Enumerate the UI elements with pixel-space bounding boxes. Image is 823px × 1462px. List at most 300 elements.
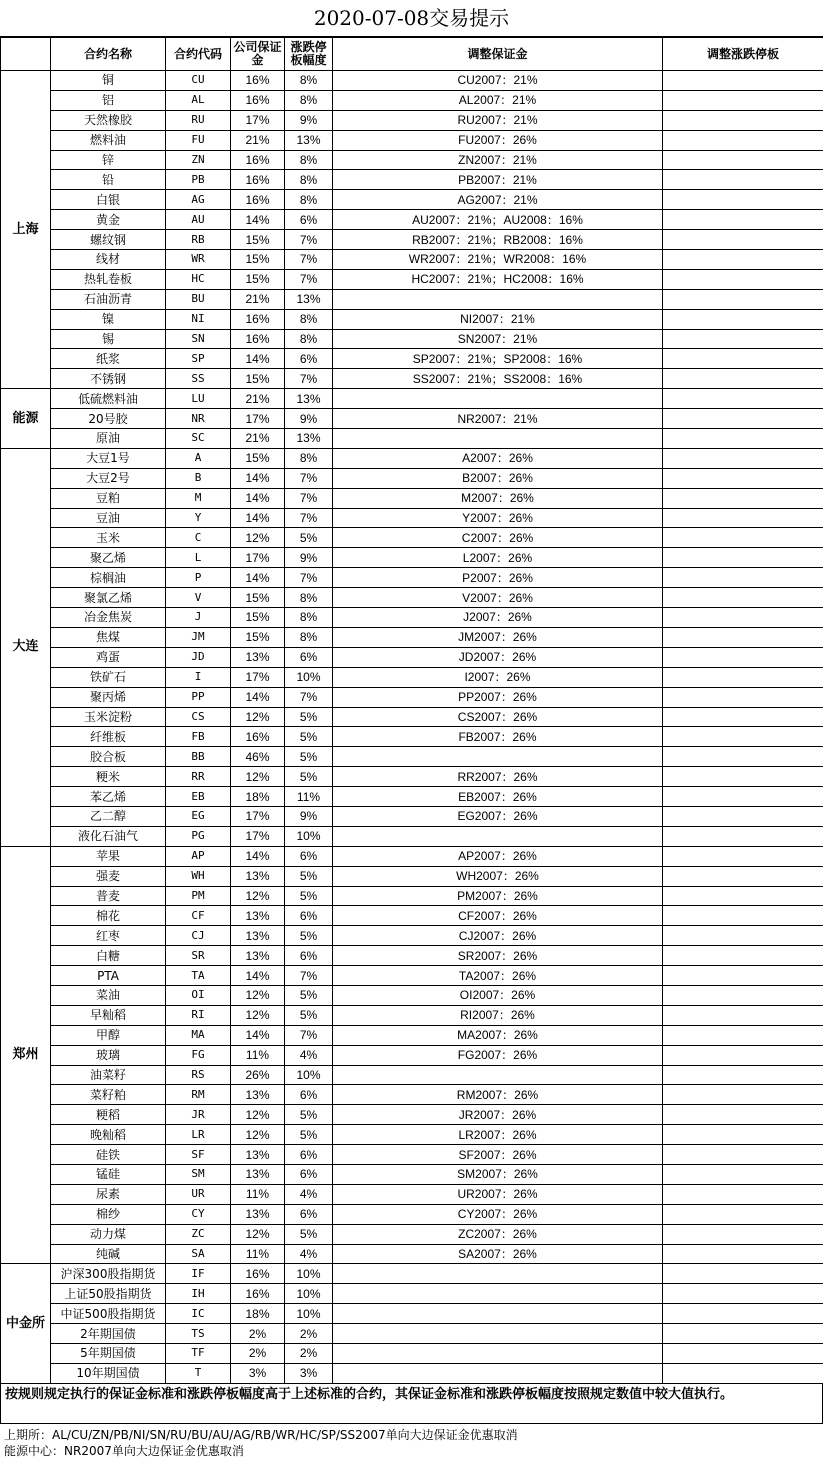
adjusted-limit-cell <box>663 1363 823 1383</box>
contract-name-cell: 2年期国债 <box>51 1324 166 1344</box>
price-limit-cell: 13% <box>285 130 333 150</box>
contract-code-cell: BU <box>166 289 231 309</box>
contract-name-cell: 铜 <box>51 71 166 91</box>
adjusted-margin-cell: HC2007：21%；HC2008：16% <box>333 269 663 289</box>
contract-code-cell: AG <box>166 190 231 210</box>
company-margin-cell: 11% <box>231 1045 285 1065</box>
adjusted-limit-cell <box>663 588 823 608</box>
company-margin-cell: 17% <box>231 806 285 826</box>
price-limit-cell: 10% <box>285 1065 333 1085</box>
company-margin-cell: 14% <box>231 1025 285 1045</box>
adjusted-margin-cell: I2007：26% <box>333 667 663 687</box>
contract-code-cell: SA <box>166 1244 231 1264</box>
contract-code-cell: WR <box>166 250 231 270</box>
contract-code-cell: ZN <box>166 150 231 170</box>
contract-code-cell: J <box>166 608 231 628</box>
price-limit-cell: 6% <box>285 210 333 230</box>
company-margin-cell: 12% <box>231 1224 285 1244</box>
company-margin-cell: 11% <box>231 1244 285 1264</box>
adjusted-limit-cell <box>663 488 823 508</box>
company-margin-cell: 17% <box>231 667 285 687</box>
table-row <box>1 1164 823 1184</box>
contract-name-cell: 低硫燃料油 <box>51 389 166 409</box>
table-row <box>1 389 823 409</box>
adjusted-limit-cell <box>663 647 823 667</box>
contract-code-cell: RR <box>166 767 231 787</box>
company-margin-cell: 16% <box>231 309 285 329</box>
price-limit-cell: 7% <box>285 468 333 488</box>
table-row <box>1 1085 823 1105</box>
exchange-name: 郑州 <box>1 846 51 1264</box>
contract-name-cell: 粳米 <box>51 767 166 787</box>
adjusted-margin-cell: P2007：26% <box>333 568 663 588</box>
adjusted-limit-cell <box>663 528 823 548</box>
contract-name-cell: 棉花 <box>51 906 166 926</box>
adjusted-limit-cell <box>663 727 823 747</box>
adjusted-limit-cell <box>663 846 823 866</box>
contract-name-cell: 菜籽粕 <box>51 1085 166 1105</box>
contract-code-cell: FU <box>166 130 231 150</box>
price-limit-cell: 7% <box>285 1025 333 1045</box>
adjusted-limit-cell <box>663 1125 823 1145</box>
adjusted-margin-cell <box>333 1304 663 1324</box>
company-margin-cell: 14% <box>231 568 285 588</box>
company-margin-cell: 14% <box>231 468 285 488</box>
contract-code-cell: V <box>166 588 231 608</box>
table-row <box>1 1105 823 1125</box>
table-row <box>1 349 823 369</box>
adjusted-limit-cell <box>663 110 823 130</box>
adjusted-limit-cell <box>663 349 823 369</box>
contract-code-cell: HC <box>166 269 231 289</box>
adjusted-margin-cell: JD2007：26% <box>333 647 663 667</box>
company-margin-cell: 13% <box>231 1145 285 1165</box>
table-row <box>1 230 823 250</box>
contract-code-cell: FG <box>166 1045 231 1065</box>
table-row <box>1 528 823 548</box>
contract-name-cell: 原油 <box>51 429 166 449</box>
company-margin-cell: 15% <box>231 250 285 270</box>
adjusted-limit-cell <box>663 130 823 150</box>
adjusted-limit-cell <box>663 448 823 468</box>
table-row <box>1 1025 823 1045</box>
price-limit-cell: 10% <box>285 1264 333 1284</box>
contract-name-cell: 菜油 <box>51 985 166 1005</box>
price-limit-cell: 8% <box>285 588 333 608</box>
table-row <box>1 250 823 270</box>
contract-name-cell: 铁矿石 <box>51 667 166 687</box>
adjusted-margin-cell: SR2007：26% <box>333 946 663 966</box>
contract-code-cell: PG <box>166 826 231 846</box>
contract-code-cell: SS <box>166 369 231 389</box>
adjusted-limit-cell <box>663 787 823 807</box>
table-row <box>1 1344 823 1364</box>
adjusted-margin-cell <box>333 1284 663 1304</box>
contract-name-cell: 黄金 <box>51 210 166 230</box>
adjusted-margin-cell: SM2007：26% <box>333 1164 663 1184</box>
price-limit-cell: 6% <box>285 1145 333 1165</box>
adjusted-margin-cell: ZN2007：21% <box>333 150 663 170</box>
price-limit-cell: 8% <box>285 309 333 329</box>
adjusted-limit-cell <box>663 548 823 568</box>
contract-code-cell: RU <box>166 110 231 130</box>
adjusted-margin-cell: SA2007：26% <box>333 1244 663 1264</box>
adjusted-margin-cell: CU2007：21% <box>333 71 663 91</box>
price-limit-cell: 6% <box>285 946 333 966</box>
contract-code-cell: EB <box>166 787 231 807</box>
contract-name-cell: 苯乙烯 <box>51 787 166 807</box>
company-margin-cell: 26% <box>231 1065 285 1085</box>
contract-name-cell: PTA <box>51 966 166 986</box>
adjusted-limit-cell <box>663 667 823 687</box>
margin-table <box>0 37 823 1384</box>
adjusted-limit-cell <box>663 747 823 767</box>
header-price-limit: 涨跌停板幅度 <box>285 38 333 71</box>
contract-code-cell: RM <box>166 1085 231 1105</box>
price-limit-cell: 8% <box>285 71 333 91</box>
contract-code-cell: CU <box>166 71 231 91</box>
adjusted-margin-cell <box>333 389 663 409</box>
price-limit-cell: 5% <box>285 767 333 787</box>
contract-name-cell: 纯碱 <box>51 1244 166 1264</box>
company-margin-cell: 15% <box>231 608 285 628</box>
table-row <box>1 866 823 886</box>
price-limit-cell: 10% <box>285 1304 333 1324</box>
contract-name-cell: 强麦 <box>51 866 166 886</box>
company-margin-cell: 16% <box>231 727 285 747</box>
adjusted-limit-cell <box>663 707 823 727</box>
contract-code-cell: RI <box>166 1005 231 1025</box>
adjusted-limit-cell <box>663 230 823 250</box>
contract-code-cell: TA <box>166 966 231 986</box>
company-margin-cell: 15% <box>231 269 285 289</box>
company-margin-cell: 2% <box>231 1344 285 1364</box>
table-row <box>1 1304 823 1324</box>
company-margin-cell: 14% <box>231 508 285 528</box>
contract-code-cell: SN <box>166 329 231 349</box>
adjusted-margin-cell: AU2007：21%；AU2008：16% <box>333 210 663 230</box>
contract-code-cell: LU <box>166 389 231 409</box>
contract-name-cell: 液化石油气 <box>51 826 166 846</box>
contract-name-cell: 铅 <box>51 170 166 190</box>
contract-name-cell: 铝 <box>51 90 166 110</box>
adjusted-limit-cell <box>663 1085 823 1105</box>
contract-code-cell: EG <box>166 806 231 826</box>
adjusted-margin-cell <box>333 747 663 767</box>
contract-name-cell: 乙二醇 <box>51 806 166 826</box>
adjusted-margin-cell: A2007：26% <box>333 448 663 468</box>
adjusted-limit-cell <box>663 1005 823 1025</box>
adjusted-margin-cell: FU2007：26% <box>333 130 663 150</box>
table-row <box>1 210 823 230</box>
company-margin-cell: 12% <box>231 886 285 906</box>
table-row <box>1 309 823 329</box>
adjusted-margin-cell <box>333 429 663 449</box>
table-row <box>1 806 823 826</box>
table-row <box>1 170 823 190</box>
header-contract-code: 合约代码 <box>166 38 231 71</box>
contract-code-cell: FB <box>166 727 231 747</box>
company-margin-cell: 15% <box>231 230 285 250</box>
price-limit-cell: 5% <box>285 1224 333 1244</box>
price-limit-cell: 5% <box>285 886 333 906</box>
contract-code-cell: UR <box>166 1184 231 1204</box>
contract-name-cell: 棉纱 <box>51 1204 166 1224</box>
price-limit-cell: 7% <box>285 230 333 250</box>
adjusted-limit-cell <box>663 289 823 309</box>
adjusted-margin-cell: UR2007：26% <box>333 1184 663 1204</box>
adjusted-margin-cell: WR2007：21%；WR2008：16% <box>333 250 663 270</box>
contract-name-cell: 热轧卷板 <box>51 269 166 289</box>
table-row <box>1 448 823 468</box>
table-row <box>1 926 823 946</box>
company-margin-cell: 17% <box>231 548 285 568</box>
adjusted-margin-cell <box>333 289 663 309</box>
price-limit-cell: 8% <box>285 170 333 190</box>
adjusted-limit-cell <box>663 210 823 230</box>
adjusted-margin-cell: AL2007：21% <box>333 90 663 110</box>
table-row <box>1 150 823 170</box>
table-row <box>1 1145 823 1165</box>
company-margin-cell: 12% <box>231 985 285 1005</box>
contract-code-cell: RS <box>166 1065 231 1085</box>
contract-code-cell: PM <box>166 886 231 906</box>
price-limit-cell: 5% <box>285 747 333 767</box>
adjusted-limit-cell <box>663 409 823 429</box>
table-row <box>1 269 823 289</box>
adjusted-margin-cell: M2007：26% <box>333 488 663 508</box>
contract-name-cell: 玻璃 <box>51 1045 166 1065</box>
table-row <box>1 508 823 528</box>
table-row <box>1 1244 823 1264</box>
table-row <box>1 985 823 1005</box>
table-row <box>1 1005 823 1025</box>
company-margin-cell: 12% <box>231 1105 285 1125</box>
adjusted-margin-cell: SN2007：21% <box>333 329 663 349</box>
adjusted-limit-cell <box>663 767 823 787</box>
contract-name-cell: 5年期国债 <box>51 1344 166 1364</box>
exchange-name: 上海 <box>1 71 51 389</box>
adjusted-limit-cell <box>663 608 823 628</box>
price-limit-cell: 5% <box>285 985 333 1005</box>
adjusted-limit-cell <box>663 1105 823 1125</box>
price-limit-cell: 5% <box>285 926 333 946</box>
table-row <box>1 409 823 429</box>
contract-name-cell: 玉米淀粉 <box>51 707 166 727</box>
header-contract-name: 合约名称 <box>51 38 166 71</box>
price-limit-cell: 7% <box>285 568 333 588</box>
price-limit-cell: 9% <box>285 548 333 568</box>
adjusted-margin-cell: AP2007：26% <box>333 846 663 866</box>
price-limit-cell: 13% <box>285 429 333 449</box>
company-margin-cell: 12% <box>231 1005 285 1025</box>
adjusted-margin-cell: RB2007：21%；RB2008：16% <box>333 230 663 250</box>
price-limit-cell: 6% <box>285 846 333 866</box>
adjusted-limit-cell <box>663 1244 823 1264</box>
contract-name-cell: 晚籼稻 <box>51 1125 166 1145</box>
adjusted-limit-cell <box>663 90 823 110</box>
contract-name-cell: 镍 <box>51 309 166 329</box>
contract-code-cell: C <box>166 528 231 548</box>
adjusted-limit-cell <box>663 1184 823 1204</box>
adjusted-margin-cell: TA2007：26% <box>333 966 663 986</box>
company-margin-cell: 14% <box>231 687 285 707</box>
adjusted-limit-cell <box>663 1025 823 1045</box>
adjusted-limit-cell <box>663 568 823 588</box>
contract-code-cell: CJ <box>166 926 231 946</box>
adjusted-limit-cell <box>663 806 823 826</box>
price-limit-cell: 6% <box>285 1164 333 1184</box>
contract-code-cell: PP <box>166 687 231 707</box>
contract-name-cell: 冶金焦炭 <box>51 608 166 628</box>
adjusted-margin-cell <box>333 826 663 846</box>
contract-name-cell: 燃料油 <box>51 130 166 150</box>
table-row <box>1 548 823 568</box>
contract-name-cell: 玉米 <box>51 528 166 548</box>
adjusted-margin-cell: B2007：26% <box>333 468 663 488</box>
price-limit-cell: 7% <box>285 966 333 986</box>
table-row <box>1 1324 823 1344</box>
price-limit-cell: 4% <box>285 1045 333 1065</box>
footer-notes <box>0 1424 823 1462</box>
adjusted-limit-cell <box>663 508 823 528</box>
table-row <box>1 1065 823 1085</box>
price-limit-cell: 6% <box>285 906 333 926</box>
contract-name-cell: 棕榈油 <box>51 568 166 588</box>
contract-name-cell: 天然橡胶 <box>51 110 166 130</box>
company-margin-cell: 13% <box>231 866 285 886</box>
header-exchange <box>1 38 51 71</box>
contract-name-cell: 锡 <box>51 329 166 349</box>
price-limit-cell: 8% <box>285 627 333 647</box>
adjusted-margin-cell: EG2007：26% <box>333 806 663 826</box>
company-margin-cell: 15% <box>231 627 285 647</box>
table-row <box>1 468 823 488</box>
company-margin-cell: 13% <box>231 906 285 926</box>
table-row <box>1 966 823 986</box>
contract-name-cell: 白糖 <box>51 946 166 966</box>
company-margin-cell: 14% <box>231 488 285 508</box>
price-limit-cell: 5% <box>285 1105 333 1125</box>
table-row <box>1 289 823 309</box>
contract-name-cell: 甲醇 <box>51 1025 166 1045</box>
company-margin-cell: 16% <box>231 329 285 349</box>
company-margin-cell: 17% <box>231 409 285 429</box>
table-row <box>1 608 823 628</box>
price-limit-cell: 7% <box>285 250 333 270</box>
contract-code-cell: IC <box>166 1304 231 1324</box>
contract-code-cell: AL <box>166 90 231 110</box>
adjusted-limit-cell <box>663 1304 823 1324</box>
price-limit-cell: 9% <box>285 409 333 429</box>
adjusted-margin-cell: RU2007：21% <box>333 110 663 130</box>
price-limit-cell: 6% <box>285 1204 333 1224</box>
table-row <box>1 1224 823 1244</box>
table-row <box>1 747 823 767</box>
contract-name-cell: 豆粕 <box>51 488 166 508</box>
company-margin-cell: 17% <box>231 826 285 846</box>
adjusted-limit-cell <box>663 250 823 270</box>
contract-name-cell: 中证500股指期货 <box>51 1304 166 1324</box>
contract-code-cell: Y <box>166 508 231 528</box>
adjusted-limit-cell <box>663 429 823 449</box>
company-margin-cell: 16% <box>231 71 285 91</box>
adjusted-margin-cell <box>333 1264 663 1284</box>
adjusted-margin-cell: JR2007：26% <box>333 1105 663 1125</box>
adjusted-limit-cell <box>663 329 823 349</box>
adjusted-margin-cell: C2007：26% <box>333 528 663 548</box>
adjusted-margin-cell: JM2007：26% <box>333 627 663 647</box>
adjusted-margin-cell: PP2007：26% <box>333 687 663 707</box>
adjusted-limit-cell <box>663 946 823 966</box>
price-limit-cell: 5% <box>285 707 333 727</box>
contract-name-cell: 锌 <box>51 150 166 170</box>
company-margin-cell: 17% <box>231 110 285 130</box>
adjusted-margin-cell: CJ2007：26% <box>333 926 663 946</box>
table-row <box>1 1184 823 1204</box>
adjusted-limit-cell <box>663 309 823 329</box>
contract-name-cell: 鸡蛋 <box>51 647 166 667</box>
adjusted-limit-cell <box>663 1264 823 1284</box>
table-row <box>1 886 823 906</box>
contract-name-cell: 聚乙烯 <box>51 548 166 568</box>
adjusted-limit-cell <box>663 150 823 170</box>
price-limit-cell: 10% <box>285 826 333 846</box>
price-limit-cell: 10% <box>285 667 333 687</box>
company-margin-cell: 14% <box>231 349 285 369</box>
adjusted-margin-cell: ZC2007：26% <box>333 1224 663 1244</box>
table-row <box>1 667 823 687</box>
header-row <box>1 38 823 71</box>
contract-code-cell: JM <box>166 627 231 647</box>
contract-name-cell: 动力煤 <box>51 1224 166 1244</box>
company-margin-cell: 15% <box>231 369 285 389</box>
contract-name-cell: 尿素 <box>51 1184 166 1204</box>
adjusted-limit-cell <box>663 1065 823 1085</box>
contract-name-cell: 焦煤 <box>51 627 166 647</box>
adjusted-limit-cell <box>663 826 823 846</box>
price-limit-cell: 7% <box>285 369 333 389</box>
adjusted-margin-cell: Y2007：26% <box>333 508 663 528</box>
company-margin-cell: 21% <box>231 130 285 150</box>
adjusted-limit-cell <box>663 389 823 409</box>
table-row <box>1 329 823 349</box>
adjusted-margin-cell: FG2007：26% <box>333 1045 663 1065</box>
contract-name-cell: 纤维板 <box>51 727 166 747</box>
company-margin-cell: 21% <box>231 429 285 449</box>
contract-name-cell: 大豆1号 <box>51 448 166 468</box>
adjusted-limit-cell <box>663 190 823 210</box>
adjusted-margin-cell: FB2007：26% <box>333 727 663 747</box>
company-margin-cell: 12% <box>231 767 285 787</box>
price-limit-cell: 13% <box>285 289 333 309</box>
table-row <box>1 727 823 747</box>
footer-line-ine: 能源中心：NR2007单向大边保证金优惠取消 <box>4 1443 819 1459</box>
company-margin-cell: 13% <box>231 1085 285 1105</box>
adjusted-limit-cell <box>663 468 823 488</box>
table-row <box>1 1125 823 1145</box>
table-row <box>1 568 823 588</box>
contract-code-cell: AP <box>166 846 231 866</box>
price-limit-cell: 8% <box>285 190 333 210</box>
adjusted-margin-cell: LR2007：26% <box>333 1125 663 1145</box>
contract-name-cell: 聚氯乙烯 <box>51 588 166 608</box>
contract-name-cell: 纸浆 <box>51 349 166 369</box>
price-limit-cell: 5% <box>285 1005 333 1025</box>
company-margin-cell: 16% <box>231 1284 285 1304</box>
price-limit-cell: 13% <box>285 389 333 409</box>
header-adjusted-limit: 调整涨跌停板 <box>663 38 823 71</box>
